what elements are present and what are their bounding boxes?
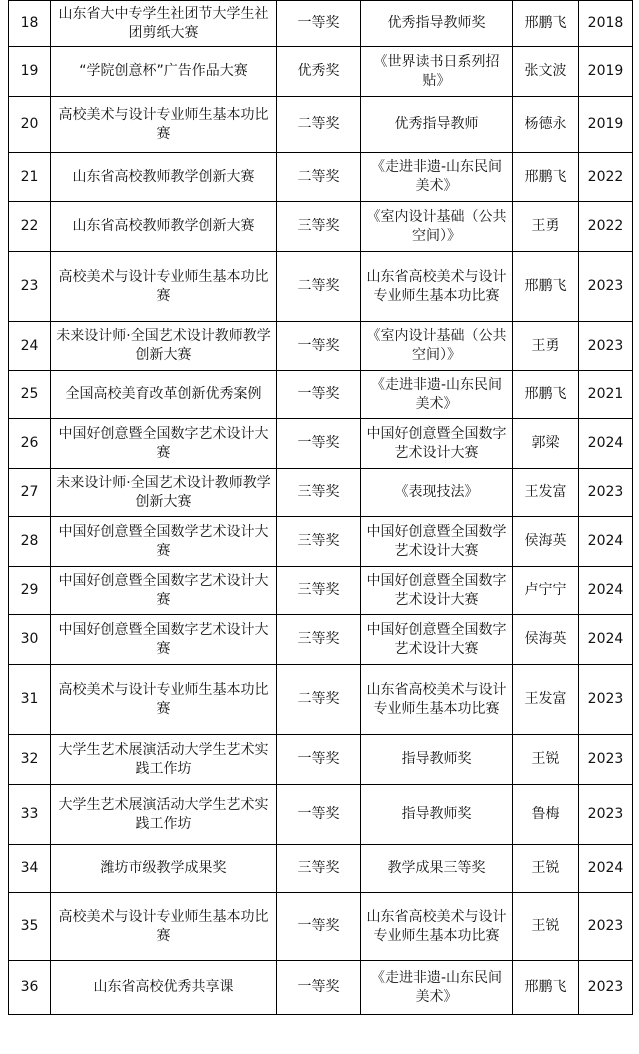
award-year: 2023 bbox=[579, 785, 633, 845]
row-number: 30 bbox=[9, 615, 51, 665]
table-row bbox=[9, 419, 633, 469]
award-level: 一等奖 bbox=[277, 371, 361, 419]
table-row bbox=[9, 252, 633, 322]
award-year: 2018 bbox=[579, 1, 633, 47]
competition-name: “学院创意杯”广告作品大赛 bbox=[51, 47, 277, 97]
award-level: 三等奖 bbox=[277, 845, 361, 893]
award-level: 三等奖 bbox=[277, 469, 361, 517]
award-level: 三等奖 bbox=[277, 202, 361, 252]
row-number: 19 bbox=[9, 47, 51, 97]
person-name: 王锐 bbox=[513, 893, 579, 961]
person-name: 邢鹏飞 bbox=[513, 371, 579, 419]
award-year: 2024 bbox=[579, 419, 633, 469]
row-number: 27 bbox=[9, 469, 51, 517]
person-name: 王发富 bbox=[513, 665, 579, 735]
competition-name: 高校美术与设计专业师生基本功比赛 bbox=[51, 893, 277, 961]
award-year: 2023 bbox=[579, 735, 633, 785]
awards-table bbox=[8, 0, 633, 1015]
row-number: 28 bbox=[9, 517, 51, 567]
table-row bbox=[9, 517, 633, 567]
award-year: 2023 bbox=[579, 961, 633, 1015]
award-level: 二等奖 bbox=[277, 153, 361, 202]
person-name: 侯海英 bbox=[513, 615, 579, 665]
competition-name: 未来设计师·全国艺术设计教师教学创新大赛 bbox=[51, 469, 277, 517]
row-number: 20 bbox=[9, 97, 51, 153]
award-work: 优秀指导教师奖 bbox=[361, 1, 513, 47]
competition-name: 高校美术与设计专业师生基本功比赛 bbox=[51, 97, 277, 153]
table-row bbox=[9, 665, 633, 735]
award-work: 中国好创意暨全国数学艺术设计大赛 bbox=[361, 517, 513, 567]
award-year: 2023 bbox=[579, 665, 633, 735]
table-row bbox=[9, 735, 633, 785]
award-work: 教学成果三等奖 bbox=[361, 845, 513, 893]
row-number: 23 bbox=[9, 252, 51, 322]
award-year: 2024 bbox=[579, 567, 633, 615]
table-row bbox=[9, 785, 633, 845]
person-name: 卢宁宁 bbox=[513, 567, 579, 615]
competition-name: 山东省大中专学生社团节大学生社团剪纸大赛 bbox=[51, 1, 277, 47]
person-name: 王发富 bbox=[513, 469, 579, 517]
award-work: 《室内设计基础（公共空间）》 bbox=[361, 322, 513, 371]
award-work: 《走进非遗-山东民间美术》 bbox=[361, 153, 513, 202]
table-row bbox=[9, 893, 633, 961]
person-name: 王锐 bbox=[513, 845, 579, 893]
row-number: 26 bbox=[9, 419, 51, 469]
table-row bbox=[9, 153, 633, 202]
row-number: 33 bbox=[9, 785, 51, 845]
row-number: 35 bbox=[9, 893, 51, 961]
award-level: 二等奖 bbox=[277, 252, 361, 322]
award-level: 一等奖 bbox=[277, 735, 361, 785]
award-work: 优秀指导教师 bbox=[361, 97, 513, 153]
row-number: 21 bbox=[9, 153, 51, 202]
competition-name: 高校美术与设计专业师生基本功比赛 bbox=[51, 252, 277, 322]
row-number: 18 bbox=[9, 1, 51, 47]
person-name: 王勇 bbox=[513, 202, 579, 252]
award-year: 2023 bbox=[579, 252, 633, 322]
competition-name: 大学生艺术展演活动大学生艺术实践工作坊 bbox=[51, 735, 277, 785]
award-level: 三等奖 bbox=[277, 517, 361, 567]
award-level: 一等奖 bbox=[277, 893, 361, 961]
award-work: 指导教师奖 bbox=[361, 785, 513, 845]
row-number: 31 bbox=[9, 665, 51, 735]
competition-name: 山东省高校优秀共享课 bbox=[51, 961, 277, 1015]
award-work: 中国好创意暨全国数字艺术设计大赛 bbox=[361, 419, 513, 469]
award-work: 《走进非遗-山东民间美术》 bbox=[361, 371, 513, 419]
row-number: 29 bbox=[9, 567, 51, 615]
award-work: 中国好创意暨全国数字艺术设计大赛 bbox=[361, 567, 513, 615]
award-work: 中国好创意暨全国数字艺术设计大赛 bbox=[361, 615, 513, 665]
award-level: 一等奖 bbox=[277, 419, 361, 469]
award-work: 指导教师奖 bbox=[361, 735, 513, 785]
person-name: 张文波 bbox=[513, 47, 579, 97]
table-row bbox=[9, 961, 633, 1015]
award-level: 三等奖 bbox=[277, 567, 361, 615]
award-work: 《室内设计基础（公共空间）》 bbox=[361, 202, 513, 252]
competition-name: 全国高校美育改革创新优秀案例 bbox=[51, 371, 277, 419]
table-row bbox=[9, 1, 633, 47]
row-number: 32 bbox=[9, 735, 51, 785]
row-number: 24 bbox=[9, 322, 51, 371]
table-row bbox=[9, 47, 633, 97]
row-number: 36 bbox=[9, 961, 51, 1015]
competition-name: 山东省高校教师教学创新大赛 bbox=[51, 202, 277, 252]
person-name: 王勇 bbox=[513, 322, 579, 371]
award-work: 山东省高校美术与设计专业师生基本功比赛 bbox=[361, 893, 513, 961]
award-work: 山东省高校美术与设计专业师生基本功比赛 bbox=[361, 665, 513, 735]
person-name: 邢鹏飞 bbox=[513, 961, 579, 1015]
award-year: 2022 bbox=[579, 153, 633, 202]
award-level: 二等奖 bbox=[277, 665, 361, 735]
award-year: 2021 bbox=[579, 371, 633, 419]
award-year: 2022 bbox=[579, 202, 633, 252]
award-year: 2024 bbox=[579, 615, 633, 665]
table-row bbox=[9, 845, 633, 893]
award-level: 一等奖 bbox=[277, 322, 361, 371]
person-name: 邢鹏飞 bbox=[513, 252, 579, 322]
person-name: 邢鹏飞 bbox=[513, 1, 579, 47]
award-year: 2019 bbox=[579, 97, 633, 153]
competition-name: 高校美术与设计专业师生基本功比赛 bbox=[51, 665, 277, 735]
person-name: 杨德永 bbox=[513, 97, 579, 153]
award-work: 《世界读书日系列招贴》 bbox=[361, 47, 513, 97]
table-row bbox=[9, 371, 633, 419]
award-level: 一等奖 bbox=[277, 1, 361, 47]
table-row bbox=[9, 322, 633, 371]
award-level: 二等奖 bbox=[277, 97, 361, 153]
row-number: 25 bbox=[9, 371, 51, 419]
table-row bbox=[9, 469, 633, 517]
award-work: 《走进非遗-山东民间美术》 bbox=[361, 961, 513, 1015]
competition-name: 中国好创意暨全国数字艺术设计大赛 bbox=[51, 615, 277, 665]
competition-name: 山东省高校教师教学创新大赛 bbox=[51, 153, 277, 202]
competition-name: 未来设计师·全国艺术设计教师教学创新大赛 bbox=[51, 322, 277, 371]
person-name: 王锐 bbox=[513, 735, 579, 785]
competition-name: 大学生艺术展演活动大学生艺术实践工作坊 bbox=[51, 785, 277, 845]
award-level: 优秀奖 bbox=[277, 47, 361, 97]
award-year: 2024 bbox=[579, 517, 633, 567]
person-name: 邢鹏飞 bbox=[513, 153, 579, 202]
award-level: 三等奖 bbox=[277, 615, 361, 665]
award-year: 2023 bbox=[579, 469, 633, 517]
person-name: 侯海英 bbox=[513, 517, 579, 567]
person-name: 郭梁 bbox=[513, 419, 579, 469]
competition-name: 潍坊市级教学成果奖 bbox=[51, 845, 277, 893]
awards-table-body bbox=[9, 1, 633, 1015]
table-row bbox=[9, 97, 633, 153]
award-year: 2019 bbox=[579, 47, 633, 97]
award-work: 《表现技法》 bbox=[361, 469, 513, 517]
award-work: 山东省高校美术与设计专业师生基本功比赛 bbox=[361, 252, 513, 322]
table-row bbox=[9, 567, 633, 615]
table-row bbox=[9, 615, 633, 665]
row-number: 34 bbox=[9, 845, 51, 893]
award-year: 2023 bbox=[579, 893, 633, 961]
competition-name: 中国好创意暨全国数学艺术设计大赛 bbox=[51, 517, 277, 567]
person-name: 鲁梅 bbox=[513, 785, 579, 845]
award-level: 一等奖 bbox=[277, 961, 361, 1015]
row-number: 22 bbox=[9, 202, 51, 252]
competition-name: 中国好创意暨全国数字艺术设计大赛 bbox=[51, 567, 277, 615]
award-level: 一等奖 bbox=[277, 785, 361, 845]
table-row bbox=[9, 202, 633, 252]
award-year: 2024 bbox=[579, 845, 633, 893]
award-year: 2023 bbox=[579, 322, 633, 371]
competition-name: 中国好创意暨全国数字艺术设计大赛 bbox=[51, 419, 277, 469]
